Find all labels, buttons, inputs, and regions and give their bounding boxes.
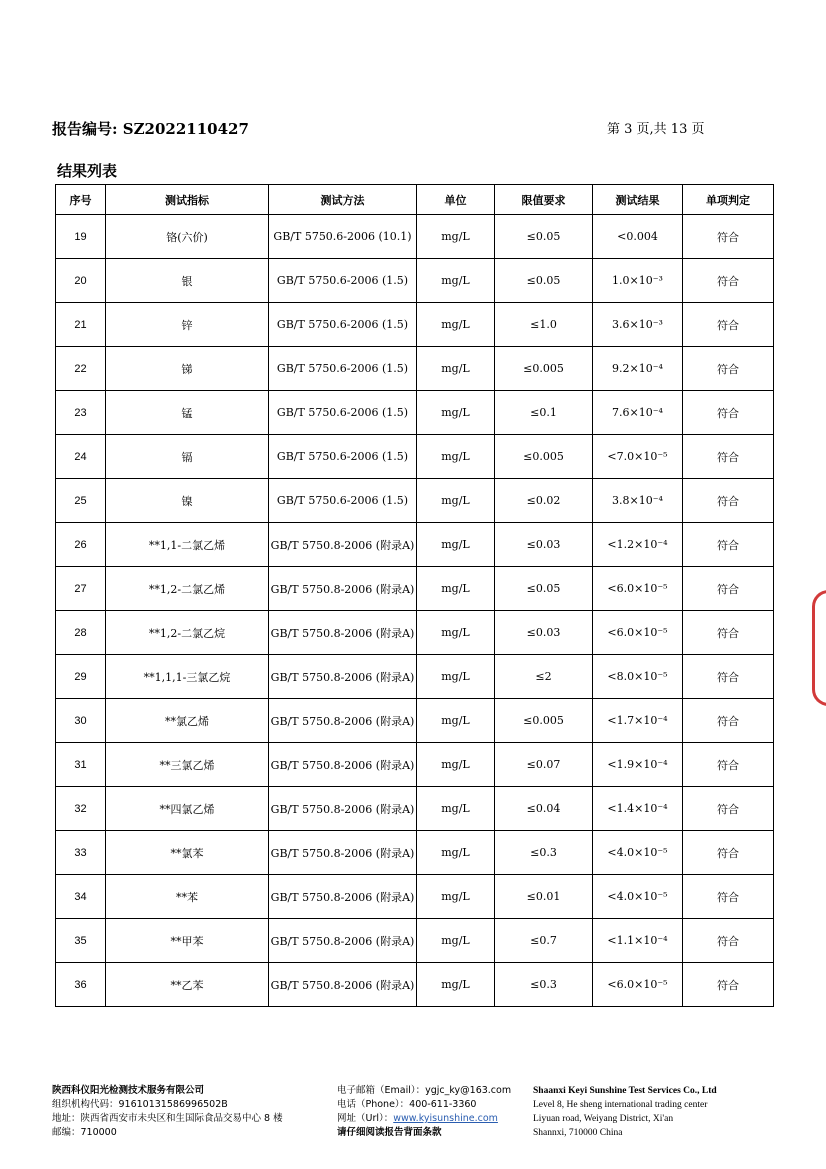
cell-unit: mg/L [417, 259, 495, 303]
cell-test-item: 镉 [106, 435, 269, 479]
table-row [56, 523, 774, 567]
table-row [56, 479, 774, 523]
cell-judgement: 符合 [683, 963, 774, 1007]
footer-phone: 电话（Phone）：400-611-3360 [337, 1099, 477, 1110]
cell-judgement: 符合 [683, 875, 774, 919]
col-header-test-item: 测试指标 [106, 185, 269, 215]
cell-limit: ≤2 [495, 655, 593, 699]
table-row [56, 347, 774, 391]
table-row [56, 435, 774, 479]
table-row [56, 743, 774, 787]
cell-index: 35 [56, 919, 106, 963]
cell-test-item: **氯乙烯 [106, 699, 269, 743]
cell-test-item: **氯苯 [106, 831, 269, 875]
cell-unit: mg/L [417, 699, 495, 743]
red-seal-stamp [812, 590, 826, 706]
col-header-result: 测试结果 [593, 185, 683, 215]
cell-unit: mg/L [417, 303, 495, 347]
footer-contact-info [337, 1084, 511, 1140]
cell-test-item: 锌 [106, 303, 269, 347]
cell-limit: ≤0.05 [495, 259, 593, 303]
cell-test-method: GB/T 5750.6-2006 (1.5) [269, 435, 417, 479]
col-header-unit: 单位 [417, 185, 495, 215]
cell-limit: ≤0.02 [495, 479, 593, 523]
cell-result: <8.0×10⁻⁵ [593, 655, 683, 699]
cell-limit: ≤0.05 [495, 567, 593, 611]
cell-index: 34 [56, 875, 106, 919]
cell-limit: ≤0.005 [495, 435, 593, 479]
cell-index: 31 [56, 743, 106, 787]
cell-unit: mg/L [417, 875, 495, 919]
cell-result: 3.8×10⁻⁴ [593, 479, 683, 523]
cell-limit: ≤0.03 [495, 523, 593, 567]
cell-index: 27 [56, 567, 106, 611]
col-header-limit: 限值要求 [495, 185, 593, 215]
cell-index: 25 [56, 479, 106, 523]
cell-test-item: **甲苯 [106, 919, 269, 963]
cell-test-item: 银 [106, 259, 269, 303]
cell-index: 30 [56, 699, 106, 743]
cell-result: <1.1×10⁻⁴ [593, 919, 683, 963]
cell-test-method: GB/T 5750.6-2006 (1.5) [269, 259, 417, 303]
cell-judgement: 符合 [683, 347, 774, 391]
cell-limit: ≤0.05 [495, 215, 593, 259]
cell-test-item: **1,2-二氯乙烷 [106, 611, 269, 655]
cell-index: 21 [56, 303, 106, 347]
footer-english-info [533, 1084, 717, 1140]
table-row [56, 611, 774, 655]
table-body [56, 215, 774, 1007]
table-row [56, 831, 774, 875]
cell-limit: ≤0.3 [495, 831, 593, 875]
footer-address: 地址：陕西省西安市未央区和生国际食品交易中心 8 楼 [52, 1113, 283, 1124]
cell-result: <1.7×10⁻⁴ [593, 699, 683, 743]
cell-test-method: GB/T 5750.8-2006 (附录A) [269, 963, 417, 1007]
cell-unit: mg/L [417, 787, 495, 831]
table-row [56, 875, 774, 919]
cell-test-item: **三氯乙烯 [106, 743, 269, 787]
page-indicator: 第 3 页,共 13 页 [607, 122, 705, 137]
cell-judgement: 符合 [683, 567, 774, 611]
table-row [56, 215, 774, 259]
col-header-index: 序号 [56, 185, 106, 215]
table-row [56, 567, 774, 611]
cell-test-method: GB/T 5750.8-2006 (附录A) [269, 655, 417, 699]
cell-limit: ≤0.005 [495, 347, 593, 391]
cell-result: <6.0×10⁻⁵ [593, 567, 683, 611]
cell-test-item: **苯 [106, 875, 269, 919]
cell-test-method: GB/T 5750.8-2006 (附录A) [269, 831, 417, 875]
cell-result: <4.0×10⁻⁵ [593, 831, 683, 875]
cell-index: 32 [56, 787, 106, 831]
cell-unit: mg/L [417, 479, 495, 523]
table-row [56, 391, 774, 435]
cell-judgement: 符合 [683, 919, 774, 963]
cell-judgement: 符合 [683, 611, 774, 655]
cell-unit: mg/L [417, 523, 495, 567]
cell-index: 33 [56, 831, 106, 875]
footer-address-en-1: Level 8, He sheng international trading center [533, 1100, 708, 1110]
cell-index: 24 [56, 435, 106, 479]
cell-result: <4.0×10⁻⁵ [593, 875, 683, 919]
cell-limit: ≤0.005 [495, 699, 593, 743]
cell-result: 3.6×10⁻³ [593, 303, 683, 347]
cell-unit: mg/L [417, 919, 495, 963]
cell-test-method: GB/T 5750.6-2006 (1.5) [269, 391, 417, 435]
cell-test-method: GB/T 5750.6-2006 (1.5) [269, 347, 417, 391]
cell-result: <0.004 [593, 215, 683, 259]
cell-unit: mg/L [417, 655, 495, 699]
cell-judgement: 符合 [683, 699, 774, 743]
cell-test-item: **乙苯 [106, 963, 269, 1007]
cell-test-method: GB/T 5750.8-2006 (附录A) [269, 875, 417, 919]
cell-test-method: GB/T 5750.8-2006 (附录A) [269, 743, 417, 787]
cell-judgement: 符合 [683, 435, 774, 479]
cell-judgement: 符合 [683, 831, 774, 875]
cell-limit: ≤0.3 [495, 963, 593, 1007]
section-title: 结果列表 [57, 162, 118, 180]
report-number: 报告编号: SZ2022110427 [52, 120, 249, 138]
cell-test-method: GB/T 5750.6-2006 (1.5) [269, 303, 417, 347]
cell-test-item: 锑 [106, 347, 269, 391]
cell-unit: mg/L [417, 391, 495, 435]
cell-index: 29 [56, 655, 106, 699]
cell-result: 9.2×10⁻⁴ [593, 347, 683, 391]
cell-judgement: 符合 [683, 655, 774, 699]
cell-test-item: 锰 [106, 391, 269, 435]
cell-judgement: 符合 [683, 479, 774, 523]
cell-test-item: **四氯乙烯 [106, 787, 269, 831]
cell-unit: mg/L [417, 611, 495, 655]
footer-company-name-en: Shaanxi Keyi Sunshine Test Services Co., Ltd [533, 1086, 717, 1096]
cell-unit: mg/L [417, 963, 495, 1007]
footer-postcode: 邮编：710000 [52, 1127, 117, 1138]
cell-result: 1.0×10⁻³ [593, 259, 683, 303]
cell-index: 22 [56, 347, 106, 391]
cell-judgement: 符合 [683, 743, 774, 787]
cell-unit: mg/L [417, 215, 495, 259]
cell-test-method: GB/T 5750.6-2006 (10.1) [269, 215, 417, 259]
table-row [56, 963, 774, 1007]
footer-address-en-2: Liyuan road, Weiyang District, Xi'an [533, 1114, 674, 1124]
cell-unit: mg/L [417, 831, 495, 875]
cell-judgement: 符合 [683, 303, 774, 347]
cell-test-method: GB/T 5750.8-2006 (附录A) [269, 611, 417, 655]
cell-limit: ≤0.1 [495, 391, 593, 435]
cell-result: <7.0×10⁻⁵ [593, 435, 683, 479]
cell-index: 23 [56, 391, 106, 435]
footer-email: 电子邮箱（Email）：ygjc_ky@163.com [337, 1085, 512, 1096]
footer-company-name: 陕西科仪阳光检测技术服务有限公司 [52, 1085, 205, 1096]
footer-address-en-3: Shannxi, 710000 China [533, 1128, 623, 1138]
cell-result: <1.4×10⁻⁴ [593, 787, 683, 831]
table-row [56, 303, 774, 347]
cell-judgement: 符合 [683, 787, 774, 831]
cell-test-item: 铬(六价) [106, 215, 269, 259]
cell-test-method: GB/T 5750.8-2006 (附录A) [269, 919, 417, 963]
cell-limit: ≤0.04 [495, 787, 593, 831]
col-header-test-method: 测试方法 [269, 185, 417, 215]
cell-test-method: GB/T 5750.8-2006 (附录A) [269, 567, 417, 611]
table-row [56, 787, 774, 831]
cell-index: 28 [56, 611, 106, 655]
footer-website-label: 网址（Url）： [337, 1113, 394, 1124]
footer-terms-note: 请仔细阅读报告背面条款 [337, 1127, 442, 1138]
footer-org-code: 组织机构代码：91610131586996502B [52, 1099, 228, 1110]
cell-test-item: 镍 [106, 479, 269, 523]
cell-limit: ≤1.0 [495, 303, 593, 347]
cell-limit: ≤0.03 [495, 611, 593, 655]
cell-unit: mg/L [417, 347, 495, 391]
table-header-row [56, 185, 774, 215]
cell-result: 7.6×10⁻⁴ [593, 391, 683, 435]
cell-index: 20 [56, 259, 106, 303]
cell-limit: ≤0.01 [495, 875, 593, 919]
table-row [56, 259, 774, 303]
cell-test-item: **1,1-二氯乙烯 [106, 523, 269, 567]
cell-test-item: **1,2-二氯乙烯 [106, 567, 269, 611]
cell-judgement: 符合 [683, 391, 774, 435]
table-row [56, 655, 774, 699]
cell-judgement: 符合 [683, 523, 774, 567]
cell-result: <1.9×10⁻⁴ [593, 743, 683, 787]
cell-unit: mg/L [417, 435, 495, 479]
cell-limit: ≤0.07 [495, 743, 593, 787]
cell-test-method: GB/T 5750.8-2006 (附录A) [269, 699, 417, 743]
cell-test-method: GB/T 5750.8-2006 (附录A) [269, 787, 417, 831]
cell-test-method: GB/T 5750.8-2006 (附录A) [269, 523, 417, 567]
cell-result: <1.2×10⁻⁴ [593, 523, 683, 567]
cell-unit: mg/L [417, 567, 495, 611]
cell-judgement: 符合 [683, 215, 774, 259]
col-header-judgement: 单项判定 [683, 185, 774, 215]
cell-index: 19 [56, 215, 106, 259]
cell-limit: ≤0.7 [495, 919, 593, 963]
footer-company-info [52, 1084, 283, 1140]
footer-website-row [337, 1112, 511, 1126]
footer-website-link[interactable]: www.kyisunshine.com [393, 1113, 498, 1124]
cell-index: 36 [56, 963, 106, 1007]
table-row [56, 919, 774, 963]
cell-test-method: GB/T 5750.6-2006 (1.5) [269, 479, 417, 523]
table-row [56, 699, 774, 743]
cell-judgement: 符合 [683, 259, 774, 303]
cell-index: 26 [56, 523, 106, 567]
cell-unit: mg/L [417, 743, 495, 787]
cell-result: <6.0×10⁻⁵ [593, 963, 683, 1007]
cell-test-item: **1,1,1-三氯乙烷 [106, 655, 269, 699]
cell-result: <6.0×10⁻⁵ [593, 611, 683, 655]
results-table [55, 184, 774, 1007]
